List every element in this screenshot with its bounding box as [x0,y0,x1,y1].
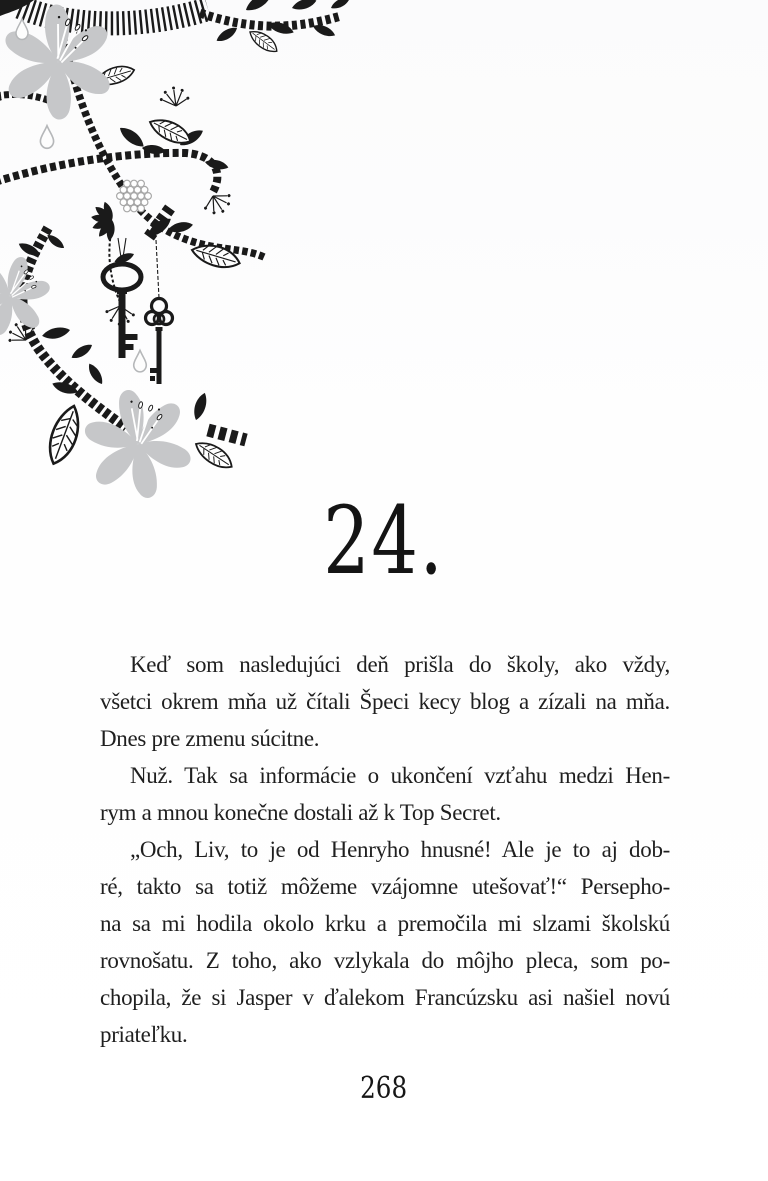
floral-branches-keys-illustration [0,0,350,505]
text-line: Keď som nasledujúci deň prišla do školy, ako vždy, [130,652,670,677]
text-line: ré, takto sa totiž môžeme vzájomne utešovať!“ Persepho- [100,874,670,899]
body-text [100,646,670,1053]
honeycomb-flower [91,180,152,241]
page-number [0,1072,768,1106]
page-number-text: 268 [360,1071,408,1106]
text-line: všetci okrem mňa už čítali Špeci kecy blog a zízali na mňa. [100,689,670,714]
text-line: Nuž. Tak sa informácie o ukončení vzťahu medzi Hen- [130,763,670,788]
text-line: priateľku. [100,1022,188,1047]
text-line: Dnes pre zmenu súcitne. [100,726,320,751]
text-line: rovnošatu. Z toho, ako vzlykala do môjho pleca, som po- [100,948,670,973]
paragraph [100,831,670,1053]
chapter-number [0,487,768,596]
text-line: rym a mnou konečne dostali až k Top Secret. [100,800,501,825]
text-line: „Och, Liv, to je od Henryho hnusné! Ale je to aj dob- [130,837,670,862]
hanging-key-small [146,240,173,384]
paragraph [100,757,670,831]
paragraph [100,646,670,757]
top-fringe-branch [0,0,208,23]
text-line: na sa mi hodila okolo krku a premočila mi slzami školskú [100,911,670,936]
text-line: chopila, že si Jasper v ďalekom Francúzsku asi našiel novú [100,985,670,1010]
chapter-number-text: 24. [323,487,445,596]
